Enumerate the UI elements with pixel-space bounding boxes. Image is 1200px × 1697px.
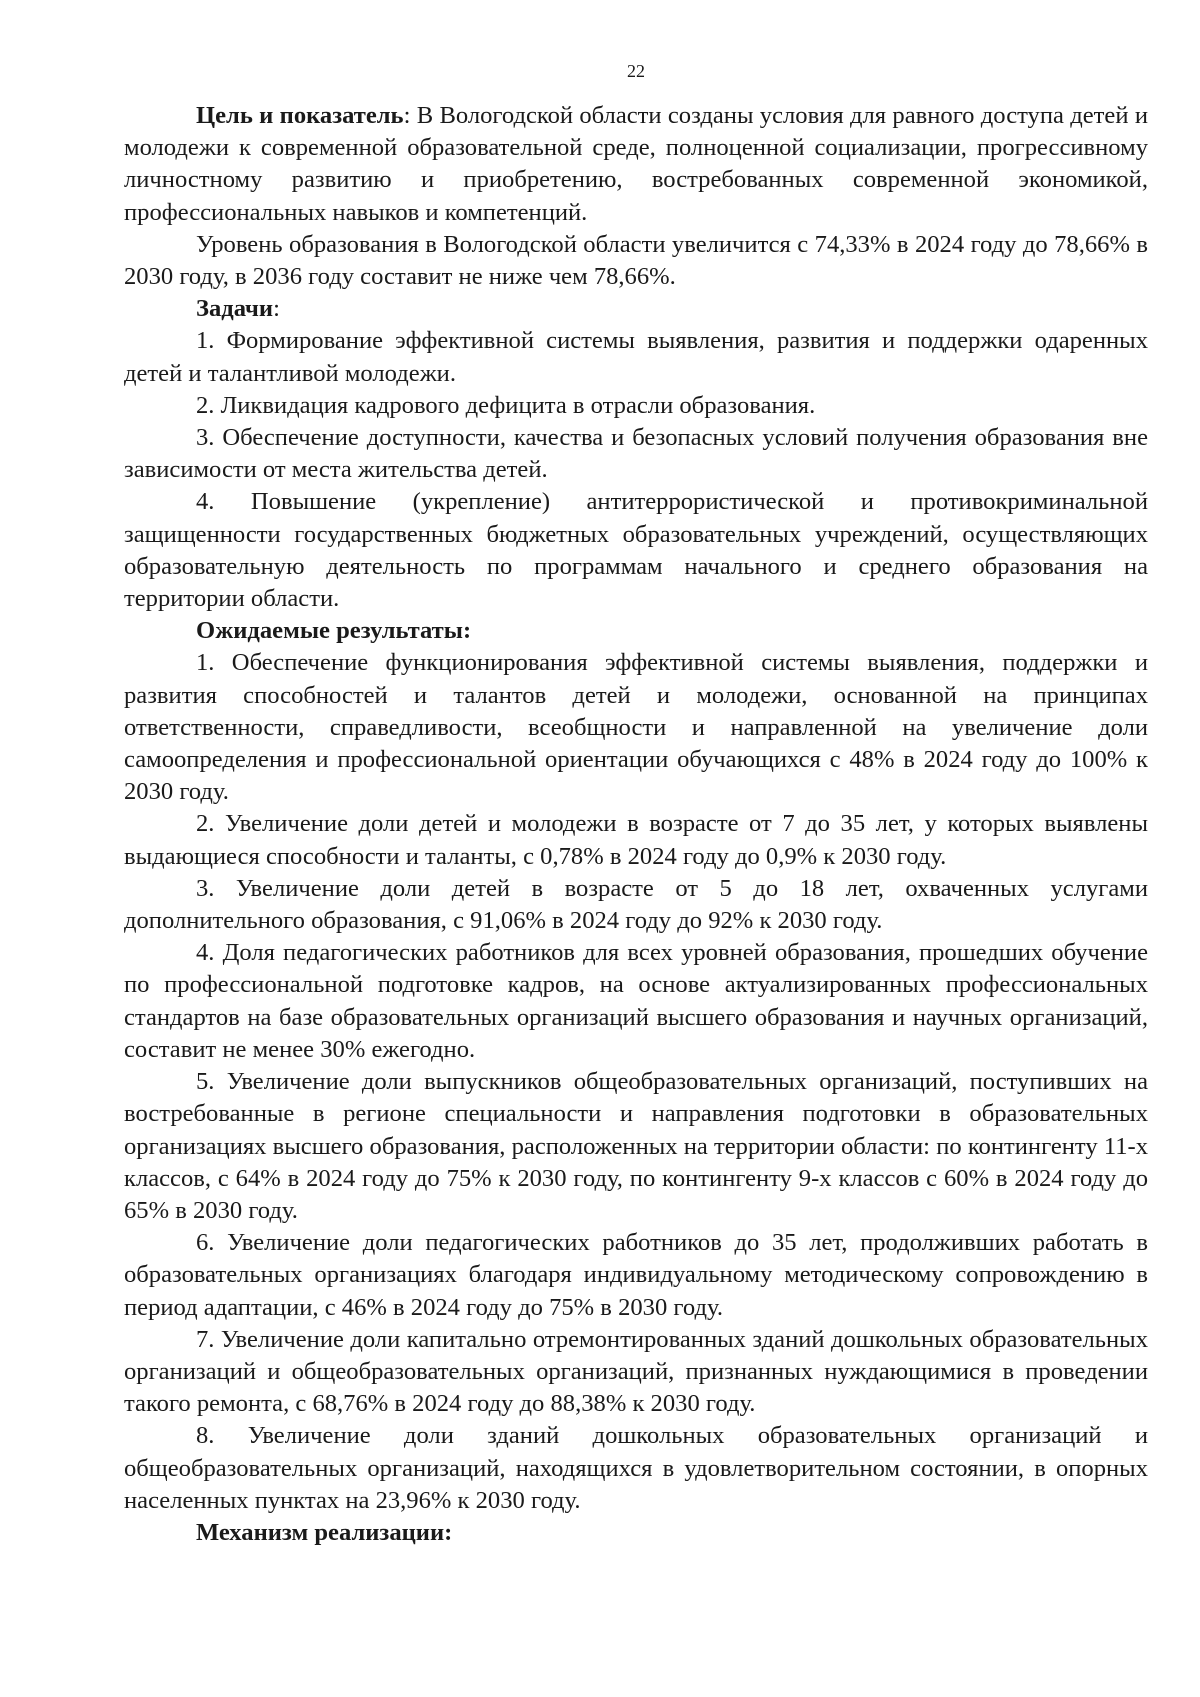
- goal-paragraph: [124, 100, 1148, 229]
- result-item: 6. Увеличение доли педагогических работников до 35 лет, продолживших работать в образовательных организациях благодаря индивидуальному методическому сопровождению в период адаптации, с 46% в 2024 году до 75% в 2030 году.: [124, 1229, 1148, 1321]
- page-number: 22: [627, 61, 645, 81]
- goal-label: Цель и показатель: [196, 102, 404, 129]
- mechanism-heading: Механизм реализации:: [196, 1518, 453, 1546]
- result-item: 3. Увеличение доли детей в возрасте от 5 до 18 лет, охваченных услугами дополнительного образования, с 91,06% в 2024 году до 92% к 2030 году.: [124, 874, 1148, 935]
- result-item: 1. Обеспечение функционирования эффективной системы выявления, поддержки и развития способностей и талантов детей и молодежи, основанной на принципах ответственности, справедливости, всеобщности и направленной на увеличение доли самоопределения и профессиональной ориентации обучающихся с 48% в 2024 году до 100% к 2030 году.: [124, 649, 1148, 806]
- result-item: 7. Увеличение доли капитально отремонтированных зданий дошкольных образовательных организаций и общеобразовательных организаций, признанных нуждающимися в проведении такого ремонта, с 68,76% в 2024 году до 88,38% к 2030 году.: [124, 1325, 1148, 1418]
- result-item: 5. Увеличение доли выпускников общеобразовательных организаций, поступивших на востребованные в регионе специальности и направления подготовки в образовательных организациях высшего образования, расположенных на территории области: по контингенту 11-х классов, с 64% в 2024 году до 75% к 2030 году, по контингенту 9-х классов с 60% в 2024 году до 65% в 2030 году.: [124, 1068, 1148, 1224]
- tasks-heading-suffix: :: [273, 295, 280, 323]
- indicator-paragraph: Уровень образования в Вологодской области увеличится с 74,33% в 2024 году до 78,66% в 2030 году, в 2036 году составит не ниже чем 78,66%.: [124, 230, 1148, 291]
- tasks-heading-line: [124, 293, 1148, 325]
- task-item: 1. Формирование эффективной системы выявления, развития и поддержки одаренных детей и талантливой молодежи.: [124, 327, 1148, 387]
- result-item: 4. Доля педагогических работников для всех уровней образования, прошедших обучение по профессиональной подготовке кадров, на основе актуализированных профессиональных стандартов на базе образовательных организаций высшего образования и научных организаций, составит не менее 30% ежегодно.: [124, 939, 1148, 1063]
- tasks-heading: Задачи: [196, 295, 274, 323]
- goal-separator: :: [403, 102, 411, 129]
- result-item: 2. Увеличение доли детей и молодежи в возрасте от 7 до 35 лет, у которых выявлены выдающиеся способности и таланты, с 0,78% в 2024 году до 0,9% к 2030 году.: [124, 810, 1148, 870]
- task-item: 3. Обеспечение доступности, качества и безопасных условий получения образования вне зависимости от места жительства детей.: [124, 424, 1148, 484]
- document-page: [124, 50, 1148, 1670]
- task-item: 2. Ликвидация кадрового дефицита в отрасли образования.: [196, 391, 816, 419]
- task-item: 4. Повышение (укрепление) антитеррористической и противокриминальной защищенности государственных бюджетных образовательных учреждений, осуществляющих образовательную деятельность по программам начального и среднего образования на территории области.: [124, 488, 1148, 613]
- goal-text: В Вологодской области созданы условия для равного доступа детей и молодежи к современной образовательной среде, полноценной социализации, прогрессивному личностному развитию и приобретению, востребованных современной экономикой, профессиональных навыков и компетенций.: [124, 102, 1148, 226]
- result-item: 8. Увеличение доли зданий дошкольных образовательных организаций и общеобразовательных организаций, находящихся в удовлетворительном состоянии, в опорных населенных пунктах на 23,96% к 2030 году.: [124, 1422, 1148, 1514]
- results-heading: Ожидаемые результаты:: [196, 617, 472, 645]
